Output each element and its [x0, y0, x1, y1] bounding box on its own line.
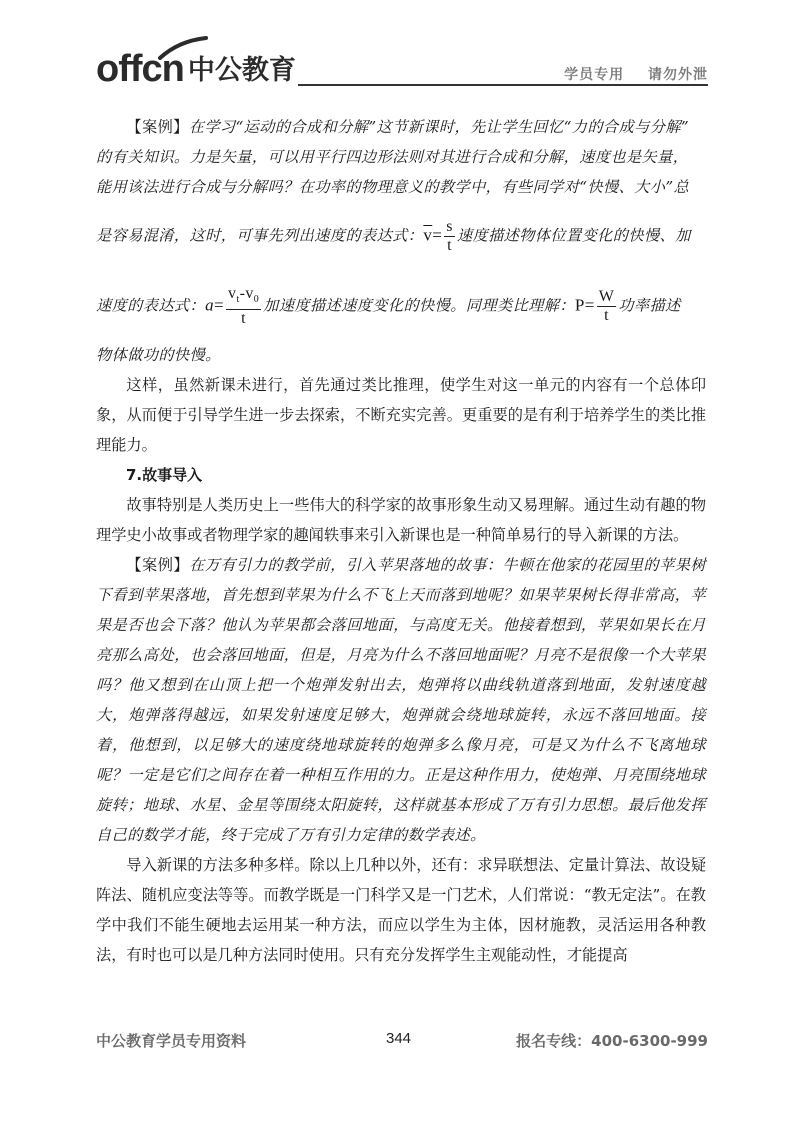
power-symbol: P [574, 295, 585, 315]
case1-paragraph-line1: 【案例】在学习“运动的合成和分解”这节新课时，先让学生回忆“力的合成与分解” [126, 118, 690, 136]
page-footer [96, 1030, 708, 1054]
header-tag-students-only: 学员专用 [564, 67, 625, 83]
paragraph-analogy-summary: 这样，虽然新课未进行，首先通过类比推理，使学生对这一单元的内容有一个总体印象，从而便于引导学生进一步去探索，不断充实完善。更重要的是有利于培养学生的类比推理能力。 [96, 376, 706, 455]
case1-acceleration-line: 速度的表达式：a= $\frac{v_t-v_0}{t}$ 加速度描述速度变化的快慢。同理类比理解：P= $\frac{W}{t}$ 功率描述 [96, 285, 681, 328]
case1-label: 【案例】 [126, 118, 189, 136]
case2-label: 【案例】 [126, 556, 190, 575]
velocity-fraction: $\frac{s}{t}$ [446, 218, 453, 254]
logo-chinese-text: 中公教育 [187, 55, 296, 86]
section-heading-story-intro: 7.故事导入 [126, 466, 203, 485]
paragraph-story-intro: 故事特别是人类历史上一些伟大的科学家的故事形象生动又易理解。通过生动有趣的物理学史小故事或者物理学家的趣闻轶事来引入新课也是一种简单易行的导入新课的方法。 [96, 496, 706, 545]
case1-paragraph-line2: 的有关知识。力是矢量，可以用平行四边形法则对其进行合成和分解，速度也是矢量， [96, 148, 689, 166]
header-tags [564, 64, 708, 84]
paragraph-methods-summary: 导入新课的方法多种多样。除以上几种以外，还有：求异联想法、定量计算法、故设疑阵法、随机应变法等等。而教学既是一门科学又是一门艺术，人们常说：“教无定法”。在教学中我们不能生硬地去运用某一种方法，而应以学生为主体，因材施教，灵活运用各种教法，有时也可以是几种方法同时使用。只有充分发挥学生主观能动性，才能提高 [96, 856, 706, 965]
power-fraction: $\frac{W}{t}$ [598, 288, 615, 325]
header-divider [298, 84, 708, 86]
acceleration-fraction: $\frac{v_t-v_0}{t}$ [228, 285, 260, 328]
page-header [96, 36, 708, 96]
page-content [96, 112, 706, 970]
velocity-symbol: $\overline{v}$ [423, 225, 433, 245]
case1-paragraph-line6: 物体做功的快慢。 [96, 346, 221, 365]
offcn-logo [96, 50, 296, 88]
acceleration-symbol: a [205, 295, 215, 315]
case2-paragraph: 【案例】在万有引力的教学前，引入苹果落地的故事：牛顿在他家的花园里的苹果树下看到苹果落地，首先想到苹果为什么不飞上天而落到地呢？如果苹果树长得非常高，苹果是否也会下落？他认为苹果都会落回地面，与高度无关。他接着想到，苹果如果长在月亮那么高处，也会落回地面，但是，月亮为什么不落回地面呢？月亮不是很像一个大苹果吗？他又想到在山顶上把一个炮弹发射出去，炮弹将以曲线轨道落到地面，发射速度越大，炮弹落得越远，如果发射速度足够大，炮弹就会绕地球旋转，永远不落回地面。接着，他想到，以足够大的速度绕地球旋转的炮弹多么像月亮，可是又为什么不飞离地球呢？一定是它们之间存在着一种相互作用的力。正是这种作用力，使炮弹、月亮围绕地球旋转；地球、水星、金星等围绕太阳旋转，这样就基本形成了万有引力思想。最后他发挥自己的数学才能，终于完成了万有引力定律的数学表述。 [96, 556, 706, 845]
logo-swoosh-icon [158, 36, 208, 60]
case1-paragraph-line3: 能用该法进行合成与分解吗？在功率的物理意义的教学中，有些同学对“快慢、大小”总 [96, 178, 690, 196]
case1-velocity-line: 是容易混淆，这时，可事先列出速度的表达式：$\overline{v}=$ $\frac{s}{t}$ 速度描述物体位置变化的快慢、加 [96, 218, 691, 254]
header-tag-no-leak: 请勿外泄 [648, 67, 708, 83]
footer-material-label: 中公教育学员专用资料 [96, 1032, 247, 1050]
logo-latin-text: offcn [96, 48, 184, 90]
footer-hotline: 报名专线：400-6300-999 [516, 1032, 708, 1050]
page-number: 344 [386, 1030, 412, 1047]
